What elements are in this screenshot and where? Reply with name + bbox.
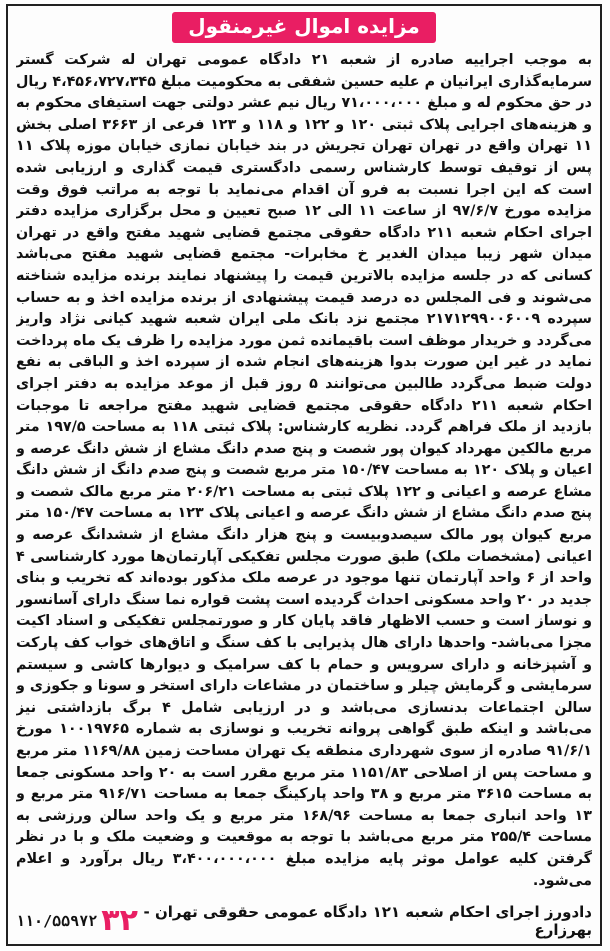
footer-reference xyxy=(16,903,138,938)
notice-footer xyxy=(16,904,592,938)
signature-line: دادورز اجرای احکام شعبه ۱۲۱ دادگاه عمومی حقوقی تهران - بهرزارع xyxy=(143,903,592,939)
title-area xyxy=(8,12,600,43)
reference-number: ۱۱۰/۵۵۹۷۲ xyxy=(16,912,98,930)
notice-frame xyxy=(6,4,602,946)
publication-badge: ۳۲ xyxy=(101,903,138,938)
notice-body: به موجب اجراییه صادره از شعبه ۲۱ دادگاه عمومی تهران له شرکت گستر سرمایه‌گذاری ایرانیان م علیه حسین شفقی به محکومیت مبلغ ۴،۴۵۶،۷۲۷،۳۴۵ ریال در حق محکوم له و مبلغ ۷۱،۰۰۰،۰۰۰ ریال نیم عشر دولتی جهت استیفای محکوم به و هزینه‌های اجرایی پلاک ثبتی ۱۲۰ و ۱۲۲ و ۱۱۸ و ۱۲۳ فرعی از ۳۶۶۳ اصلی بخش ۱۱ تهران واقع در تهران تهران تجریش در بند خیابان نمازی خیابان موزه پلاک ۱۱ پس از توقیف توسط کارشناس رسمی دادگستری قیمت گذاری و ارزیابی شده است که این اجرا نسبت به فرو آن اقدام می‌نماید با توجه به مراتب فوق وقت مزایده مورخ ۹۷/۶/۷ از ساعت ۱۱ الی ۱۲ صبح تعیین و محل برگزاری مزایده دفتر اجرای احکام شعبه ۲۱۱ دادگاه حقوقی مجتمع قضایی شهید مفتح واقع در تهران میدان شهر زیبا میدان الغدیر خ مخابرات- مجتمع قضایی شهید مفتح می‌باشد کسانی که در جلسه مزایده بالاترین قیمت را پیشنهاد نمایند برنده مزایده شناخته می‌شوند و فی المجلس ده درصد قیمت پیشنهادی از برنده مزایده اخذ و به حساب سپرده ۲۱۷۱۲۹۹۰۰۶۰۰۹ مجتمع نزد بانک ملی ایران شعبه شهید کیانی نژاد واریز می‌گردد و خریدار موظف است باقیمانده ثمن مورد مزایده را ظرف یک ماه پرداخت نماید در غیر این صورت بدوا هزینه‌های انجام شده از سپرده اخذ و الباقی به نفع دولت ضبط می‌گردد طالبین می‌توانند ۵ روز قبل از موعد مزایده به دفتر اجرای احکام شعبه ۲۱۱ دادگاه حقوقی مجتمع قضایی شهید مفتح مراجعه تا موجبات بازدید از ملک فراهم گردد. نظریه کارشناس: پلاک ثبتی ۱۱۸ به مساحت ۱۹۷/۵ متر مربع مالکین مهرداد کیوان پور شصت و پنج صدم دانگ مشاع از شش دانگ عرصه و اعیان و پلاک ۱۲۰ به مساحت ۱۵۰/۴۷ متر مربع شصت و پنج صدم دانگ از شش دانگ مشاع عرصه و اعیانی و ۱۲۲ پلاک ثبتی به مساحت ۲۰۶/۲۱ متر مربع مالک شصت و پنج صدم دانگ مشاع از شش دانگ عرصه و اعیانی پلاک ۱۲۳ به مساحت ۱۵۰/۴۷ متر مربع کیوان پور مالک سیصدوبیست و پنج هزار دانگ مشاع از ششدانگ عرصه و اعیانی (مشخصات ملک) طبق صورت مجلس تفکیکی آپارتمان‌ها مورد کارشناسی ۴ واحد از ۶ واحد آپارتمان تنها موجود در عرصه ملک مذکور بوده‌اند که تخریب و بنای جدید در ۲۰ واحد مسکونی احداث گردیده است پشت قواره نما سنگ دارای آسانسور و نوساز است و حسب الاظهار فاقد پایان کار و صورتمجلس تفکیکی و اسناد اکیت مجزا می‌باشد- واحدها دارای هال پذیرایی با کف سنگ و اتاق‌های خواب کف پارکت و آشپزخانه و دارای سرویس و حمام با کف سرامیک و دیوارها کاشی و سیستم سرمایشی و گرمایش چیلر و ساختمان در مشاعات دارای استخر و سونا و جکوزی و سالن اجتماعات بدنسازی می‌باشد و در ارزیابی شامل ۴ برگ بازداشتی نیز می‌باشد و اینکه طبق گواهی پروانه تخریب و نوسازی به شماره ۱۰۰۱۹۷۶۵ مورخ ۹۱/۶/۱ صادره از سوی شهرداری منطقه یک تهران مساحت زمین ۱۱۶۹/۸۸ متر مربع و مساحت پس از اصلاحی ۱۱۵۱/۸۳ متر مربع مقرر است به ۲۰ واحد مسکونی جمعا به مساحت ۳۶۱۵ متر مربع و ۳۸ واحد پارکینگ جمعا به مساحت ۹۱۶/۷۱ متر مربع و ۱۳ واحد انباری جمعا به مساحت ۱۶۸/۹۶ متر مربع و یک واحد سالن ورزشی به مساحت ۲۵۵/۴ متر مربع می‌باشد با توجه به موقعیت و وضعیت ملک و با در نظر گرفتن کلیه عوامل موثر پایه مزایده مبلغ ۳،۴۰۰،۰۰۰،۰۰۰ ریال برآورد و اعلام می‌شود. xyxy=(16,52,592,889)
notice-title: مزایده اموال غیرمنقول xyxy=(172,12,436,43)
